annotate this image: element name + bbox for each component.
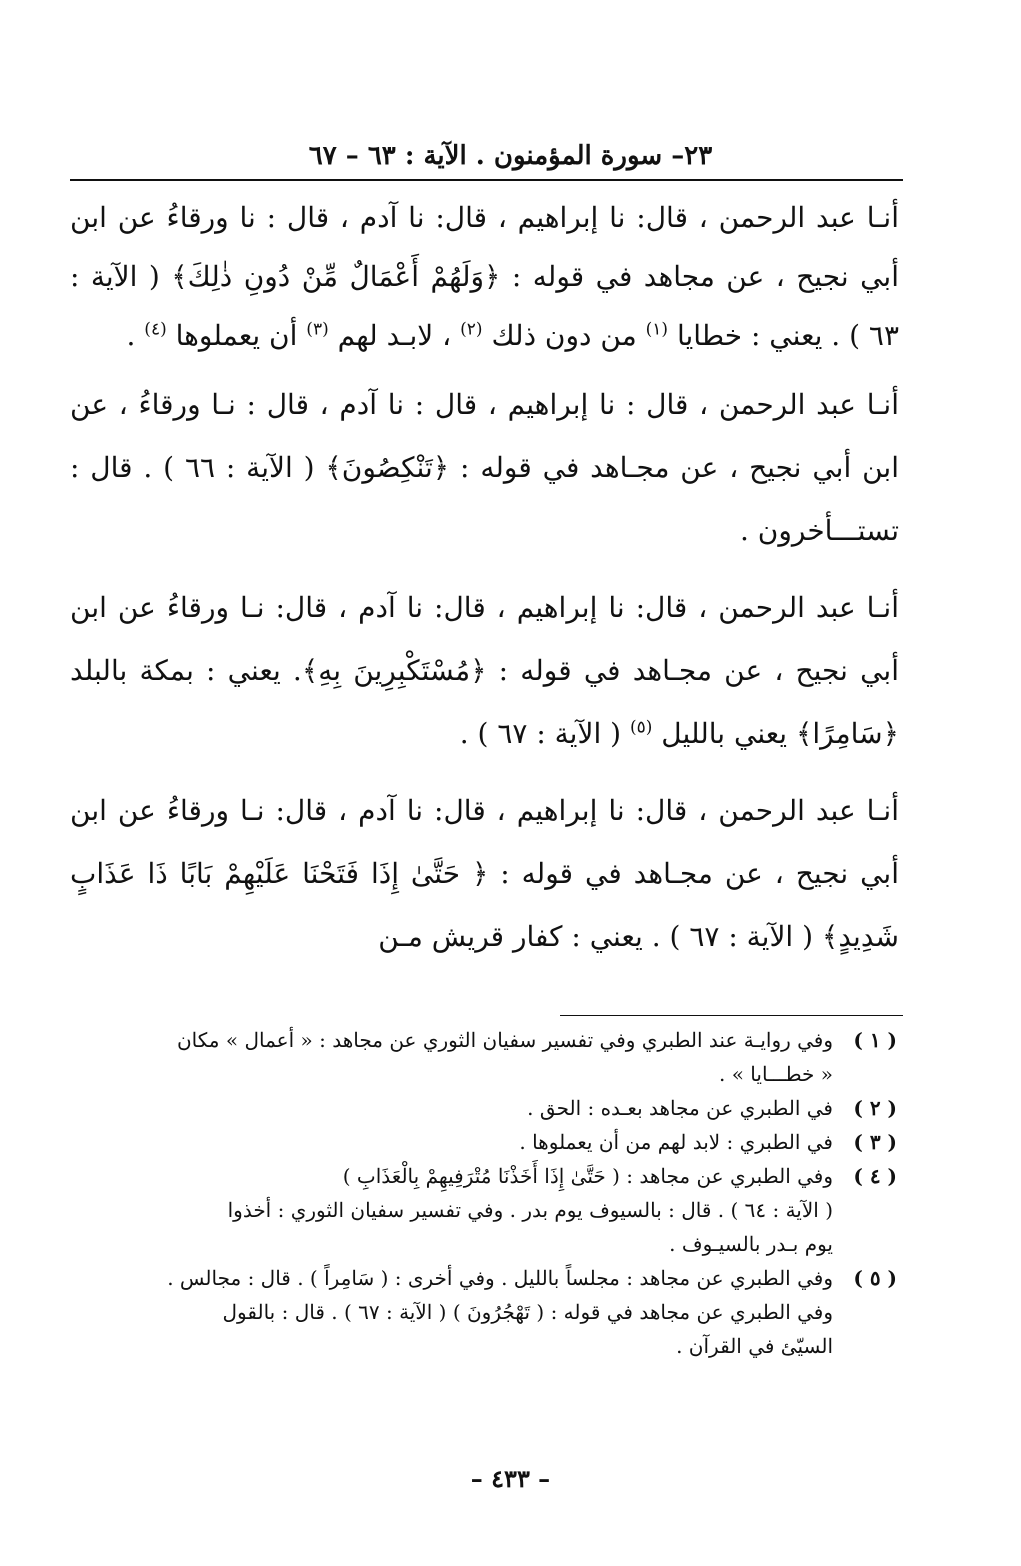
footnote-line: وفي روايـة عند الطبري وفي تفسير سفيان الثوري عن مجاهد : « أعمال » مكان	[176, 1028, 833, 1052]
footnote-2	[72, 1091, 897, 1125]
footnote-number: ( ٣ )	[853, 1130, 897, 1154]
footnote-line: يوم بـدر بالسيـوف .	[669, 1232, 833, 1256]
footnote-number: ( ٢ )	[853, 1096, 897, 1120]
header-rule	[70, 179, 903, 181]
paragraph-text: أنـا عبد الرحمن ، قال: نا إبراهيم ، قال: نا آدم ، قال: نـا ورقاءُ عن ابن أبي نجيح ، عن مجـاهد في قوله : ﴿مُسْتَكْبِرِينَ بِهِ﴾. يعني : بمكة بالبلد ﴿سَامِرًا﴾ يعني بالليل	[70, 591, 899, 750]
footnote-text	[72, 1091, 833, 1125]
footnote-text	[72, 1125, 833, 1159]
footnote-ref-2[interactable]: (٢)	[460, 319, 483, 340]
footnote-number: ( ١ )	[853, 1028, 897, 1052]
footnote-line: وفي الطبري عن مجاهد : مجلساً بالليل . وفي أخرى : ( سَامِراً ) . قال : مجالس .	[167, 1266, 833, 1290]
footnotes	[72, 1023, 897, 1363]
paragraph-text: أنـا عبد الرحمن ، قال: نا إبراهيم ، قال: نا آدم ، قال : نا ورقاءُ عن ابن أبي نجيح ، عن مجاهد في قوله : ﴿وَلَهُمْ أَعْمَالٌ مِّنْ دُونِ ذٰلِكَ﴾ ( الآية : ٦٣ ) . يعني : خطايا	[70, 201, 899, 352]
footnote-3	[72, 1125, 897, 1159]
footnote-text	[72, 1159, 833, 1261]
footnote-line: السيّئ في القرآن .	[676, 1334, 833, 1358]
footnote-5	[72, 1261, 897, 1363]
main-text	[70, 188, 899, 982]
footnote-line: في الطبري عن مجاهد بعـده : الحق .	[527, 1096, 833, 1120]
footnote-rule	[560, 1015, 903, 1016]
footnote-ref-3[interactable]: (٣)	[306, 319, 329, 340]
paragraph-3	[70, 576, 899, 765]
paragraph-text: .	[126, 319, 136, 352]
paragraph-text: من دون ذلك	[491, 319, 637, 352]
paragraph-4: أنـا عبد الرحمن ، قال: نا إبراهيم ، قال: نا آدم ، قال: نـا ورقاءُ عن ابن أبي نجيح ، عن مجـاهد في قوله : ﴿ حَتَّىٰ إِذَا فَتَحْنَا عَلَيْهِمْ بَابًا ذَا عَذَابٍ شَدِيدٍ﴾ ( الآية : ٦٧ ) . يعني : كفار قريش مـن	[70, 794, 899, 953]
footnote-ref-5[interactable]: (٥)	[629, 717, 653, 738]
footnote-line: وفي الطبري عن مجاهد : ( حَتَّىٰ إِذَا أَخَذْنَا مُتْرَفِيهِمْ بِالْعَذَابِ )	[342, 1164, 833, 1188]
paragraph-2: أنـا عبد الرحمن ، قال : نا إبراهيم ، قال : نا آدم ، قال : نـا ورقاءُ ، عن ابن أبي نجيح ، عن مجـاهد في قوله : ﴿تَنْكِصُونَ﴾ ( الآية : ٦٦ ) . قال : تستـــأخرون .	[70, 388, 899, 547]
running-header: ٢٣– سورة المؤمنون . الآية : ٦٣ – ٦٧	[308, 141, 713, 171]
footnote-ref-4[interactable]: (٤)	[144, 319, 167, 340]
paragraph-text: ( الآية : ٦٧ ) .	[459, 717, 622, 750]
paragraph-text: ، لابـد لهم	[337, 319, 452, 352]
paragraph-1	[70, 188, 899, 365]
footnote-line: في الطبري : لابد لهم من أن يعملوها .	[519, 1130, 833, 1154]
footnote-ref-1[interactable]: (١)	[645, 319, 669, 340]
footnote-text	[72, 1261, 833, 1363]
footnote-1	[72, 1023, 897, 1091]
footnote-line: « خطـــايا » .	[718, 1062, 833, 1086]
footnote-text	[72, 1023, 833, 1091]
footnote-line: ( الآية : ٦٤ ) . قال : بالسيوف يوم بدر . وفي تفسير سفيان الثوري : أخذوا	[227, 1198, 833, 1222]
paragraph-text: أن يعملوها	[175, 319, 298, 352]
footnote-4	[72, 1159, 897, 1261]
footnote-line: وفي الطبري عن مجاهد في قوله : ( تَهْجُرُونَ ) ( الآية : ٦٧ ) . قال : بالقول	[222, 1300, 833, 1324]
footnote-number: ( ٥ )	[853, 1266, 897, 1290]
footnote-number: ( ٤ )	[853, 1164, 897, 1188]
page-number: – ٤٣٣ –	[470, 1464, 551, 1493]
